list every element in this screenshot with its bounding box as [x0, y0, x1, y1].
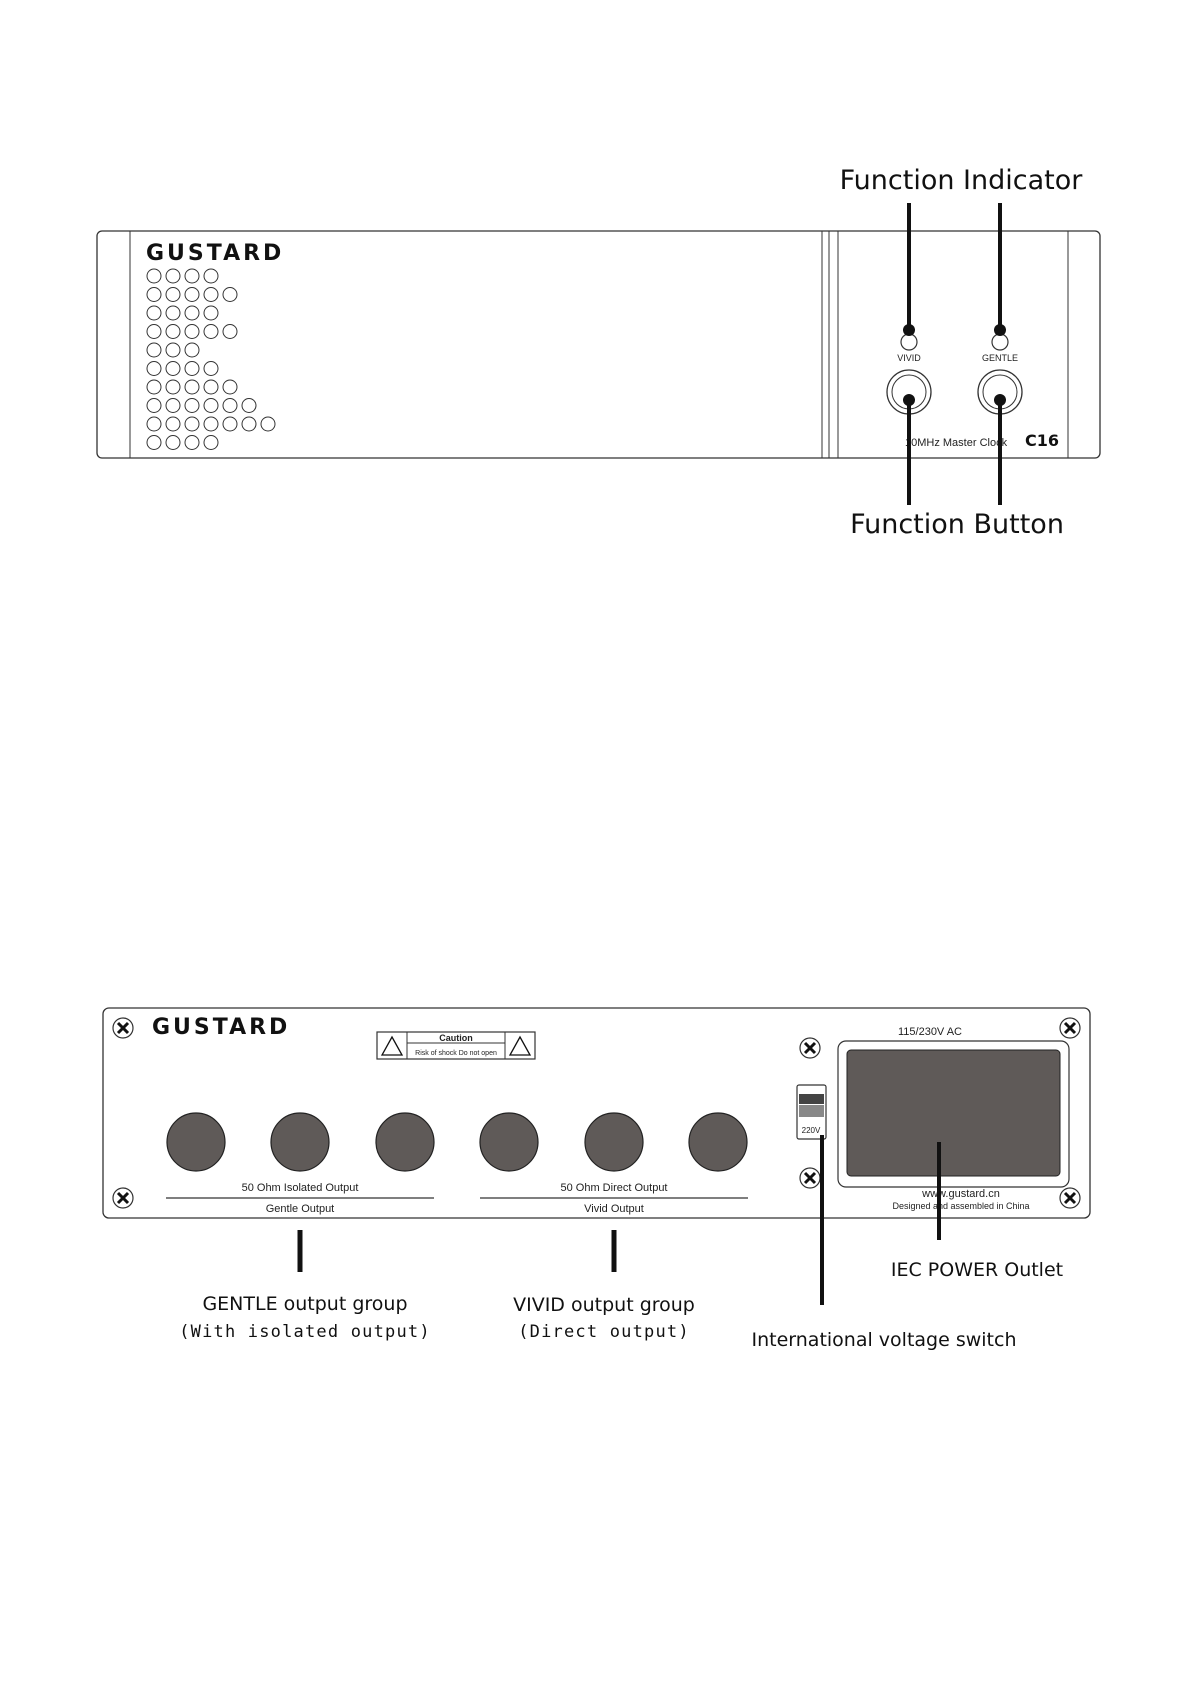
vent-hole — [166, 306, 180, 320]
vent-hole — [166, 417, 180, 431]
voltage-switch[interactable] — [797, 1085, 826, 1139]
vent-hole — [185, 325, 199, 339]
gentle-group-bottom-label: Gentle Output — [265, 1203, 335, 1215]
gentle-group-callout: GENTLE output group — [202, 1293, 408, 1315]
vent-hole — [147, 343, 161, 357]
vent-hole — [185, 417, 199, 431]
vent-hole — [166, 399, 180, 413]
screw-icon — [800, 1038, 820, 1058]
vent-hole — [166, 343, 180, 357]
vent-hole — [166, 288, 180, 302]
screw-icon — [1060, 1188, 1080, 1208]
gentle-group-top-label: 50 Ohm Isolated Output — [241, 1182, 359, 1194]
vent-hole — [242, 399, 256, 413]
iec-outlet-callout: IEC POWER Outlet — [890, 1259, 1064, 1281]
vent-hole — [166, 325, 180, 339]
vent-hole — [204, 269, 218, 283]
vent-hole — [185, 343, 199, 357]
vivid-indicator-label: VIVID — [897, 353, 921, 363]
caution-text: Risk of shock Do not open — [415, 1050, 497, 1057]
gentle-group-callout-note: (With isolated output) — [179, 1322, 431, 1342]
iec-power-outlet[interactable] — [847, 1050, 1060, 1176]
vent-hole — [166, 362, 180, 376]
indicator-callout-dot-vivid — [903, 324, 915, 336]
vent-hole — [185, 306, 199, 320]
vent-hole — [204, 325, 218, 339]
screw-icon — [800, 1168, 820, 1188]
screw-icon — [113, 1188, 133, 1208]
vent-hole — [147, 362, 161, 376]
vent-hole — [204, 417, 218, 431]
vivid-indicator-led — [901, 334, 917, 350]
vent-hole — [185, 269, 199, 283]
caution-label — [377, 1032, 535, 1059]
screw-icon — [113, 1018, 133, 1038]
vivid-group-bottom-label: Vivid Output — [584, 1203, 644, 1215]
vent-hole — [223, 417, 237, 431]
function-button-label: Function Button — [850, 509, 1064, 540]
rear-brand-logo: GUSTARD — [152, 1015, 291, 1040]
model-subtitle: 10MHz Master Clock — [905, 437, 1008, 449]
vent-hole — [185, 288, 199, 302]
vent-hole — [223, 288, 237, 302]
gentle-output-jack-3[interactable] — [376, 1113, 434, 1171]
vent-hole — [204, 436, 218, 450]
vent-hole — [204, 306, 218, 320]
vivid-group-top-label: 50 Ohm Direct Output — [560, 1182, 668, 1194]
vivid-output-jack-2[interactable] — [585, 1113, 643, 1171]
vivid-output-jack-1[interactable] — [480, 1113, 538, 1171]
vivid-group-callout: VIVID output group — [513, 1294, 695, 1316]
vent-hole — [242, 417, 256, 431]
gentle-indicator-label: GENTLE — [981, 353, 1019, 363]
vent-hole — [261, 417, 275, 431]
voltage-switch-value: 220V — [801, 1126, 821, 1135]
screw-icon — [1060, 1018, 1080, 1038]
vent-hole — [204, 399, 218, 413]
vivid-output-jack-3[interactable] — [689, 1113, 747, 1171]
vent-hole — [223, 380, 237, 394]
vent-hole — [185, 362, 199, 376]
vent-hole — [223, 325, 237, 339]
caution-title: Caution — [439, 1033, 473, 1043]
vent-hole — [147, 436, 161, 450]
vent-hole — [147, 269, 161, 283]
vent-hole — [147, 417, 161, 431]
rear-panel — [103, 1008, 1090, 1351]
vent-hole — [204, 380, 218, 394]
vent-hole — [147, 288, 161, 302]
vivid-group-callout-note: (Direct output) — [518, 1322, 690, 1342]
gentle-output-jack-1[interactable] — [167, 1113, 225, 1171]
vent-hole — [204, 288, 218, 302]
vent-hole — [147, 380, 161, 394]
voltage-switch-callout: International voltage switch — [751, 1329, 1017, 1351]
vent-hole — [147, 325, 161, 339]
function-indicator-label: Function Indicator — [839, 165, 1083, 196]
model-name: C16 — [1025, 431, 1060, 450]
gentle-indicator-led — [992, 334, 1008, 350]
vent-hole — [147, 399, 161, 413]
assembled-label: Designed and assembled in China — [892, 1201, 1030, 1211]
vent-hole — [166, 436, 180, 450]
vent-hole — [166, 269, 180, 283]
vent-hole — [204, 362, 218, 376]
vent-hole — [223, 399, 237, 413]
vent-hole — [185, 380, 199, 394]
indicator-callout-dot-gentle — [994, 324, 1006, 336]
front-panel — [97, 165, 1100, 540]
gentle-output-jack-2[interactable] — [271, 1113, 329, 1171]
vent-hole — [185, 399, 199, 413]
voltage-rating: 115/230V AC — [897, 1026, 963, 1038]
vent-hole — [147, 306, 161, 320]
front-brand-logo: GUSTARD — [146, 241, 285, 266]
vent-hole — [166, 380, 180, 394]
website-label: www.gustard.cn — [922, 1188, 1000, 1200]
vent-hole — [185, 436, 199, 450]
